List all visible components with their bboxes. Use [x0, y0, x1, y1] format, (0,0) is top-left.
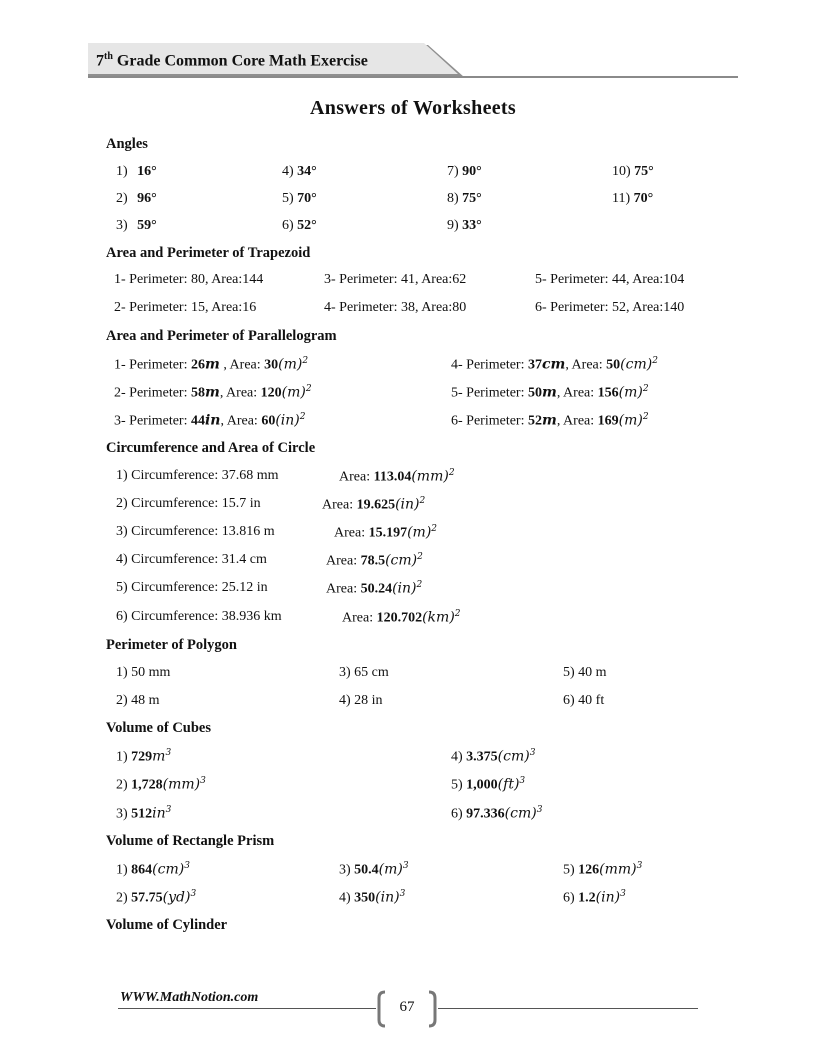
angle-answer [116, 191, 157, 207]
area-unit: (m) [407, 524, 432, 541]
area-unit: (cm) [620, 356, 653, 373]
prism-volume-answer [116, 889, 196, 907]
prism-volume-answer [116, 861, 190, 879]
area-exponent: 2 [642, 412, 649, 422]
cube-volume-answer [451, 748, 535, 766]
area-value: 60 [261, 413, 276, 429]
volume-unit: m [152, 748, 166, 765]
area-label: , Area: [556, 385, 598, 401]
polygon-answer-4: 4) 28 in [339, 693, 383, 708]
perimeter-label: 2- Perimeter: [114, 385, 191, 401]
prism-volume-answer [563, 861, 642, 879]
perimeter-unit: cm [541, 356, 566, 373]
area-value: 120 [260, 385, 282, 401]
area-value: 120.702 [376, 610, 423, 626]
volume-value: 350 [354, 890, 376, 906]
angle-answer [447, 164, 482, 180]
answer-value: 52° [297, 218, 317, 233]
answer-number: 2) [116, 890, 132, 906]
volume-value: 97.336 [466, 806, 505, 822]
answer-number: 4) [339, 890, 355, 906]
circumference-answer: 1) Circumference: 37.68 mm [116, 468, 279, 483]
area-label: Area: [339, 469, 374, 485]
area-value: 19.625 [356, 497, 396, 513]
area-value: 50 [606, 357, 621, 373]
answer-value: 70° [633, 191, 654, 206]
area-exponent: 2 [431, 524, 438, 534]
area-exponent: 2 [302, 356, 309, 366]
parallelogram-answer [451, 412, 649, 430]
answer-number: 6) [563, 890, 579, 906]
area-label: , Area: [556, 413, 598, 429]
answer-number: 7) [447, 164, 459, 179]
area-value: 113.04 [373, 469, 412, 485]
perimeter-unit: m [541, 384, 557, 401]
perimeter-label: 6- Perimeter: [451, 413, 528, 429]
parallelogram-answer [114, 384, 312, 402]
cube-volume-answer [116, 805, 171, 823]
cube-volume-answer [116, 776, 206, 794]
volume-exponent: 3 [402, 861, 409, 871]
header-rule [88, 76, 738, 78]
area-unit: (in) [392, 580, 417, 597]
page-title: Answers of Worksheets [310, 97, 516, 119]
area-unit: (m) [278, 356, 303, 373]
circumference-answer: 2) Circumference: 15.7 in [116, 496, 261, 511]
angle-answer [447, 218, 482, 234]
answer-number: 9) [447, 218, 459, 233]
volume-value: 3.375 [466, 749, 498, 765]
volume-value: 126 [578, 862, 600, 878]
section-heading-polygon: Perimeter of Polygon [106, 637, 237, 653]
volume-exponent: 3 [529, 748, 536, 758]
volume-value: 1,000 [466, 777, 498, 793]
volume-unit: (m) [378, 861, 403, 878]
prism-volume-answer [339, 861, 409, 879]
perimeter-unit: in [204, 412, 221, 429]
angle-answer [612, 164, 654, 180]
area-value: 15.197 [368, 525, 408, 541]
answer-value: 33° [462, 218, 482, 233]
section-heading-cubes: Volume of Cubes [106, 720, 212, 736]
parallelogram-answer [451, 384, 649, 402]
circumference-answer: 5) Circumference: 25.12 in [116, 580, 268, 595]
perimeter-label: 3- Perimeter: [114, 413, 191, 429]
circle-area-answer [326, 552, 423, 570]
area-label: Area: [334, 525, 369, 541]
perimeter-value: 58 [190, 385, 205, 401]
answer-number: 3) [116, 806, 132, 822]
area-label: Area: [326, 581, 361, 597]
answer-value: 96° [137, 191, 157, 206]
answer-number: 2) [116, 777, 132, 793]
answer-value: 59° [137, 218, 157, 233]
header-title: 7th Grade Common Core Math Exercise [96, 51, 368, 70]
area-unit: (km) [422, 609, 455, 626]
trapezoid-answer-2: 2- Perimeter: 15, Area:16 [114, 300, 257, 315]
circle-area-answer [342, 609, 461, 627]
section-heading-prism: Volume of Rectangle Prism [106, 833, 275, 849]
volume-value: 50.4 [354, 862, 379, 878]
area-exponent: 2 [305, 384, 312, 394]
area-exponent: 2 [642, 384, 649, 394]
perimeter-value: 26 [190, 357, 205, 373]
angle-answer [282, 218, 317, 234]
circle-area-answer [326, 580, 422, 598]
angle-answer [116, 164, 157, 180]
volume-exponent: 3 [519, 776, 526, 786]
prism-volume-answer [339, 889, 405, 907]
footer-website: WWW.MathNotion.com [120, 990, 259, 1005]
parallelogram-answer [114, 412, 305, 430]
volume-exponent: 3 [184, 861, 190, 871]
area-value: 78.5 [360, 553, 386, 569]
area-unit: (m) [618, 412, 643, 429]
area-value: 30 [264, 357, 279, 373]
polygon-answer-2: 2) 48 m [116, 693, 160, 708]
area-unit: (in) [275, 412, 300, 429]
trapezoid-answer-6: 6- Perimeter: 52, Area:140 [535, 300, 685, 315]
perimeter-label: 1- Perimeter: [114, 357, 191, 373]
angle-answer [282, 191, 317, 207]
answer-number: 1) [116, 862, 132, 878]
area-exponent: 2 [417, 552, 423, 562]
volume-value: 729 [131, 749, 153, 765]
area-label: , Area: [219, 385, 261, 401]
angle-answer [447, 191, 482, 207]
perimeter-value: 52 [527, 413, 542, 429]
answer-number: 5) [563, 862, 579, 878]
perimeter-unit: m [204, 384, 220, 401]
volume-exponent: 3 [399, 889, 406, 899]
area-unit: (m) [618, 384, 643, 401]
area-label: Area: [326, 553, 361, 569]
perimeter-unit: m [541, 412, 557, 429]
circle-area-answer [339, 468, 455, 486]
volume-exponent: 3 [536, 805, 543, 815]
answer-number: 5) [282, 191, 294, 206]
circumference-answer: 4) Circumference: 31.4 cm [116, 552, 267, 567]
circle-area-answer [334, 524, 437, 542]
section-heading-trapezoid: Area and Perimeter of Trapezoid [106, 245, 311, 261]
perimeter-value: 50 [527, 385, 542, 401]
area-unit: (cm) [385, 552, 418, 569]
answer-value: 75° [634, 164, 654, 179]
area-label: Area: [322, 497, 357, 513]
answer-number: 4) [451, 749, 467, 765]
trapezoid-answer-3: 3- Perimeter: 41, Area:62 [324, 272, 467, 287]
area-unit: (m) [281, 384, 306, 401]
answer-value: 75° [462, 191, 482, 206]
volume-unit: (yd) [162, 889, 191, 906]
polygon-answer-1: 1) 50 mm [116, 665, 171, 680]
area-exponent: 2 [652, 356, 658, 366]
area-value: 169 [597, 413, 619, 429]
answer-number: 2) [116, 191, 128, 206]
volume-unit: (cm) [497, 748, 530, 765]
area-exponent: 2 [416, 580, 423, 590]
volume-unit: (cm) [504, 805, 537, 822]
answer-number: 8) [447, 191, 459, 206]
area-exponent: 2 [454, 609, 461, 619]
answer-number: 10) [612, 164, 631, 179]
angle-answer [282, 164, 317, 180]
perimeter-value: 44 [190, 413, 205, 429]
volume-unit: (in) [595, 889, 621, 906]
area-value: 156 [597, 385, 619, 401]
answer-number: 1) [116, 749, 132, 765]
cube-volume-answer [451, 776, 525, 794]
answer-number: 3) [339, 862, 355, 878]
answer-value: 90° [462, 164, 482, 179]
volume-value: 57.75 [131, 890, 163, 906]
answer-number: 3) [116, 218, 128, 233]
volume-value: 1,728 [131, 777, 163, 793]
trapezoid-answer-4: 4- Perimeter: 38, Area:80 [324, 300, 467, 315]
polygon-answer-5: 5) 40 m [563, 665, 607, 680]
trapezoid-answer-5: 5- Perimeter: 44, Area:104 [535, 272, 685, 287]
parallelogram-answer [114, 356, 308, 374]
area-exponent: 2 [419, 496, 426, 506]
volume-unit: (mm) [162, 776, 201, 793]
area-exponent: 2 [448, 468, 455, 478]
answer-value: 16° [137, 164, 157, 179]
answer-number: 5) [451, 777, 467, 793]
angle-answer [612, 191, 653, 207]
perimeter-label: 4- Perimeter: [451, 357, 528, 373]
volume-exponent: 3 [620, 889, 626, 899]
area-unit: (mm) [411, 468, 449, 485]
volume-exponent: 3 [190, 889, 197, 899]
area-unit: (in) [395, 496, 420, 513]
area-exponent: 2 [299, 412, 306, 422]
volume-value: 512 [131, 806, 153, 822]
volume-unit: (ft) [497, 776, 520, 793]
area-label: Area: [342, 610, 377, 626]
perimeter-unit: m [204, 356, 220, 373]
answer-number: 4) [282, 164, 294, 179]
page-number: 67 [399, 999, 415, 1015]
section-heading-angles: Angles [106, 136, 148, 152]
parallelogram-answer [451, 356, 658, 374]
area-label: , Area: [219, 357, 265, 373]
section-heading-parallelogram: Area and Perimeter of Parallelogram [106, 328, 337, 344]
trapezoid-answer-1: 1- Perimeter: 80, Area:144 [114, 272, 264, 287]
area-label: , Area: [220, 413, 262, 429]
prism-volume-answer [563, 889, 626, 907]
volume-unit: in [152, 805, 166, 822]
cube-volume-answer [451, 805, 542, 823]
circumference-answer: 3) Circumference: 13.816 m [116, 524, 275, 539]
polygon-answer-6: 6) 40 ft [563, 693, 605, 708]
volume-unit: (mm) [599, 861, 637, 878]
volume-exponent: 3 [165, 805, 172, 815]
volume-unit: (cm) [152, 861, 185, 878]
polygon-answer-3: 3) 65 cm [339, 665, 389, 680]
answer-value: 34° [297, 164, 317, 179]
perimeter-value: 37 [527, 357, 542, 373]
perimeter-label: 5- Perimeter: [451, 385, 528, 401]
volume-exponent: 3 [636, 861, 643, 871]
section-heading-circle: Circumference and Area of Circle [106, 440, 316, 456]
cube-volume-answer [116, 748, 171, 766]
section-heading-cylinder: Volume of Cylinder [106, 917, 228, 933]
answer-number: 11) [612, 191, 631, 206]
angle-answer [116, 218, 157, 234]
answer-number: 1) [116, 164, 128, 179]
answer-number: 6) [282, 218, 294, 233]
volume-value: 1.2 [578, 890, 596, 906]
area-value: 50.24 [360, 581, 393, 597]
answer-number: 6) [451, 806, 467, 822]
circle-area-answer [322, 496, 425, 514]
circumference-answer: 6) Circumference: 38.936 km [116, 609, 282, 624]
volume-value: 864 [131, 862, 153, 878]
area-label: , Area: [565, 357, 607, 373]
volume-exponent: 3 [200, 776, 206, 786]
answer-value: 70° [297, 191, 317, 206]
volume-unit: (in) [375, 889, 400, 906]
volume-exponent: 3 [165, 748, 172, 758]
